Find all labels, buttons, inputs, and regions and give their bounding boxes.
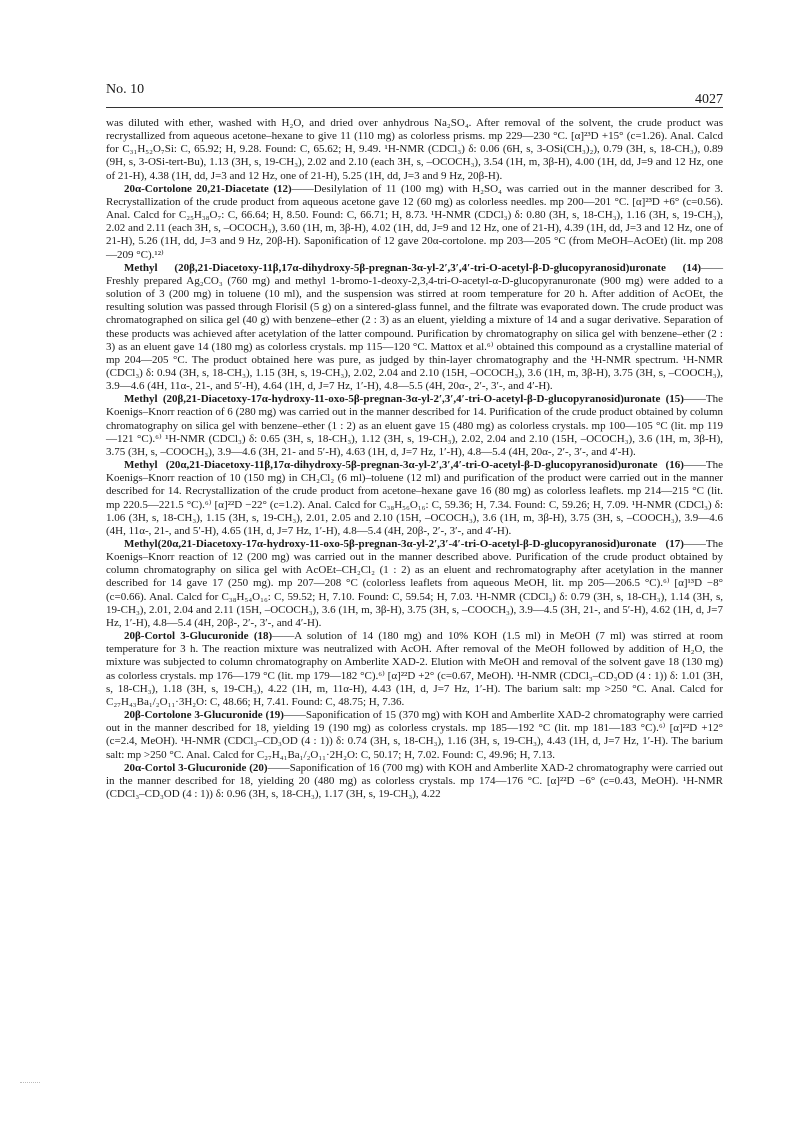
compound-heading: 20β-Cortol 3-Glucuronide (18) xyxy=(124,630,273,643)
paragraph xyxy=(106,762,723,801)
page-header xyxy=(106,82,723,106)
paragraph xyxy=(106,262,723,394)
compound-heading: Methyl(20α,21-Diacetoxy-17α-hydroxy-11-oxo-5β-pregnan-3α-yl-2′,3′-4′-tri-O-acetyl-β-D-glucopyranosid)uronate (17) xyxy=(124,538,684,550)
experimental-text xyxy=(106,117,723,801)
paragraph-text: ——Desilylation of 11 (100 mg) with H₂SO₄ was carried out in the manner described for 3. Recrystallization of the crude product from aqueous acetone gave 12 (60 mg) as colorless needles. mp 200—201 °C. [α]²³D +6° (c=0.56). Anal. Calcd for C₂₅H₃₈O₇: C, 66.64; H, 8.50. Found: C, 66.71; H, 8.73. ¹H-NMR (CDCl₃) δ: 0.80 (3H, s, 18-CH₃), 1.16 (3H, s, 19-CH₃), 2.02 and 2.11 (each 3H, s, –OCOCH₃), 3.60 (1H, m, 3β-H), 4.02 (1H, dd, J=9 and 12 Hz, one of 21-H), 4.39 (1H, dd, J=3 and 12 Hz, one of 21-H), 5.26 (1H, dd, J=3 and 9 Hz, 20β-H). Saponification of 12 gave 20α-cortolone. mp 203—205 °C (from MeOH–AcOEt) (lit. mp 208—209 °C).¹²⁾ xyxy=(106,182,723,261)
paragraph xyxy=(106,538,723,630)
issue-number: No. 10 xyxy=(106,82,145,97)
paragraph-text: ——A solution of 14 (180 mg) and 10% KOH (1.5 ml) in MeOH (7 ml) was stirred at room temperature for 3 h. The reaction mixture was neutralized with AcOH. After removal of the MeOH followed by addition of H₂O, the mixture was subjected to column chromatography on Amberlite XAD-2. Elution with MeOH and removal of the solvent gave 18 (130 mg) as colorless crystals. mp 176—179 °C (lit. mp 179—182 °C).⁶⁾ [α]²²D +2° (c=0.67, MeOH). ¹H-NMR (CDCl₃–CD₃OD (4 : 1)) δ: 1.01 (3H, s, 18-CH₃), 1.18 (3H, s, 19-CH₃), 4.22 (1H, m, 11α-H), 4.43 (1H, d, J=7 Hz, 1′-H). The barium salt: mp >250 °C. Anal. Calcd for C₂₇H₄₃Ba₁/₂O₁₁·3H₂O: C, 48.66; H, 7.41. Found: C, 48.75; H, 7.36. xyxy=(106,630,723,708)
scan-artifact xyxy=(20,1082,40,1083)
compound-heading: Methyl (20β,21-Diacetoxy-11β,17α-dihydroxy-5β-pregnan-3α-yl-2′,3′,4′-tri-O-acetyl-β-D-glucopyranosid)uronate (14) xyxy=(124,261,701,274)
compound-heading: Methyl (20β,21-Diacetoxy-17α-hydroxy-11-oxo-5β-pregnan-3α-yl-2′,3′,4′-tri-O-acetyl-β-D-glucopyranosid)uronate (15) xyxy=(124,393,684,406)
paragraph xyxy=(106,630,723,709)
paragraph xyxy=(106,117,723,183)
page-number: 4027 xyxy=(695,92,723,107)
compound-heading: 20α-Cortolone 20,21-Diacetate (12) xyxy=(124,182,292,195)
paragraph xyxy=(106,709,723,762)
paragraph xyxy=(106,183,723,262)
compound-heading: Methyl (20α,21-Diacetoxy-11β,17α-dihydroxy-5β-pregnan-3α-yl-2′,3′,4′-tri-O-acetyl-β-D-glucopyranosid)uronate (16) xyxy=(124,459,684,472)
compound-heading: 20α-Cortol 3-Glucuronide (20) xyxy=(124,761,268,774)
paragraph-text: ——Freshly prepared Ag₂CO₃ (760 mg) and methyl 1-bromo-1-deoxy-2,3,4-tri-O-acetyl-α-D-glucopyranuronate (900 mg) were added to a solution of 3 (200 mg) in toluene (10 ml), and the suspension was stirred at room temperature for 20 h. After addition of AcOEt, the resulting solution was passed through Florisil (5 g) on a sintered-glass funnel, and the filtrate was evaporated down. The crude product was chromatographed on silica gel (40 g) with benzene–ether (2 : 3) as an eluent, yielding a mixture of 14 and a sugar derivative. Separation of these products was achieved after acetylation of the latter compound. Purification by chromatography on silica gel with benzene–ether (2 : 3) as an eluent gave 14 (180 mg) as colorless crystals. mp 115—120 °C. Mattox et al.⁶⁾ obtained this compound as a crystalline material of mp 204—205 °C. The product obtained here was pure, as judged by thin-layer chromatography and the ¹H-NMR spectrum. ¹H-NMR (CDCl₃) δ: 0.94 (3H, s, 18-CH₃), 1.15 (3H, s, 19-CH₃), 2.02, 2.04 and 2.10 (15H, –OCOCH₃), 3.6 (1H, m, 3β-H), 3.75 (3H, s, –COOCH₃), 3.9—4.6 (4H, 11α-, 21-, and 5′-H), 4.64 (1H, d, J=7 Hz, 1′-H), 4.8—5.5 (4H, 20α-, 2′-, 3′-, and 4′-H). xyxy=(106,261,723,393)
paragraph-text: ——The Koenigs–Knorr reaction of 12 (200 mg) was carried out in the manner described above. Purification of the crude product obtained by column chromatography on silica gel with AcOEt–CH₂Cl₂ (1 : 2) as an eluent and rechromatography after acetylation in the manner described for 14 gave 17 (250 mg). mp 207—208 °C (colorless leaflets from aqueous MeOH, lit. mp 205—206.5 °C).⁶⁾ [α]¹³D −8° (c=0.66). Anal. Calcd for C₃₈H₅₄O₁₆: C, 59.52; H, 7.10. Found: C, 59.54; H, 7.03. ¹H-NMR (CDCl₃) δ: 0.79 (3H, s, 18-CH₃), 1.14 (3H, s, 19-CH₃), 2.01, 2.04 and 2.11 (15H, –OCOCH₃), 3.6 (1H, m, 3β-H), 3.75 (3H, s, –COOCH₃), 3.9—4.5 (3H, 21-, and 5′-H), 4.62 (1H, d, J=7 Hz, 1′-H), 4.8—5.4 (4H, 20β-, 2′-, 3′-, and 4′-H). xyxy=(106,538,723,629)
paragraph-text: ——The Koenigs–Knorr reaction of 10 (150 mg) in CH₂Cl₂ (6 ml)–toluene (12 ml) and purification of the product were carried out in the manner described for 14. Recrystallization of the crude product from acetone–hexane gave 16 (80 mg) as colorless leaflets. mp 214—215 °C (lit. mp 220.5—221.5 °C).⁶⁾ [α]²²D −22° (c=1.2). Anal. Calcd for C₃₈H₅₆O₁₆: C, 59.36; H, 7.34. Found: C, 59.26; H, 7.09. ¹H-NMR (CDCl₃) δ: 1.06 (3H, s, 18-CH₃), 1.15 (3H, s, 19-CH₃), 2.01, 2.05 and 2.10 (15H, –OCOCH₃), 3.6 (1H, m, 3β-H), 3.75 (3H, s, –COOCH₃), 3.9—4.6 (4H, 11α-, 21-, and 5′-H), 4.65 (1H, d, J=7 Hz, 1′-H), 4.8—5.4 (4H, 20β-, 2′-, 3′-, and 4′-H). xyxy=(106,459,723,537)
paragraph xyxy=(106,393,723,459)
paragraph-text: ——Saponification of 15 (370 mg) with KOH and Amberlite XAD-2 chromatography were carried out in the manner described for 18, yielding 19 (190 mg) as colorless crystals. mp 185—192 °C (lit. mp 181—183 °C).⁶⁾ [α]²²D +12° (c=2.4, MeOH). ¹H-NMR (CDCl₃–CD₃OD (4 : 1)) δ: 0.74 (3H, s, 18-CH₃), 1.16 (3H, s, 19-CH₃), 4.43 (1H, d, J=7 Hz, 1′-H). The barium salt: mp >250 °C. Anal. Calcd for C₂₇H₄₁Ba₁/₂O₁₁·2H₂O: C, 50.17; H, 7.02. Found: C, 49.96; H, 7.13. xyxy=(106,709,723,761)
paragraph-text: was diluted with ether, washed with H₂O, and dried over anhydrous Na₂SO₄. After removal of the solvent, the crude product was recrystallized from aqueous acetone–hexane to give 11 (110 mg) as colorless prisms. mp 229—230 °C. [α]²³D +15° (c=1.26). Anal. Calcd for C₃₁H₅₂O₇Si: C, 65.92; H, 9.28. Found: C, 65.62; H, 9.49. ¹H-NMR (CDCl₃) δ: 0.06 (6H, s, 3-OSi(CH₃)₂), 0.79 (3H, s, 18-CH₃), 0.89 (9H, s, 3-OSi-tert-Bu), 1.13 (3H, s, 19-CH₃), 2.02 and 2.10 (each 3H, s, –OCOCH₃), 3.54 (1H, m, 3β-H), 4.00 (1H, dd, J=9 and 12 Hz, one of 21-H), 4.38 (1H, dd, J=3 and 12 Hz, one of 21-H), 5.25 (1H, dd, J=3 and 9 Hz, 20β-H). xyxy=(106,117,723,182)
header-rule xyxy=(106,107,723,108)
paragraph xyxy=(106,459,723,538)
compound-heading: 20β-Cortolone 3-Glucuronide (19) xyxy=(124,709,284,722)
paragraph-text: ——The Koenigs–Knorr reaction of 6 (280 mg) was carried out in the manner described for 14. Purification of the crude product obtained by column chromatography on silica gel with benzene–ether (1 : 2) as an eluent gave 15 (480 mg) as colorless crystals. mp 100—105 °C (lit. mp 119—121 °C).⁶⁾ ¹H-NMR (CDCl₃) δ: 0.65 (3H, s, 18-CH₃), 1.12 (3H, s, 19-CH₃), 2.02, 2.04 and 2.10 (15H, –OCOCH₃), 3.6 (1H, m, 3β-H), 3.75 (3H, s, –COOCH₃), 3.9—4.6 (3H, 21- and 5′-H), 4.63 (1H, d, J=7 Hz, 1′-H), 4.8—5.4 (4H, 20α-, 2′-, 3′-, and 4′-H). xyxy=(106,393,723,458)
paragraph-text: ——Saponification of 16 (700 mg) with KOH and Amberlite XAD-2 chromatography were carried out in the manner described for 18, yielding 20 (480 mg) as colorless crystals. mp 174—176 °C. [α]²²D −6° (c=0.43, MeOH). ¹H-NMR (CDCl₃–CD₃OD (4 : 1)) δ: 0.96 (3H, s, 18-CH₃), 1.17 (3H, s, 19-CH₃), 4.22 xyxy=(106,761,723,800)
